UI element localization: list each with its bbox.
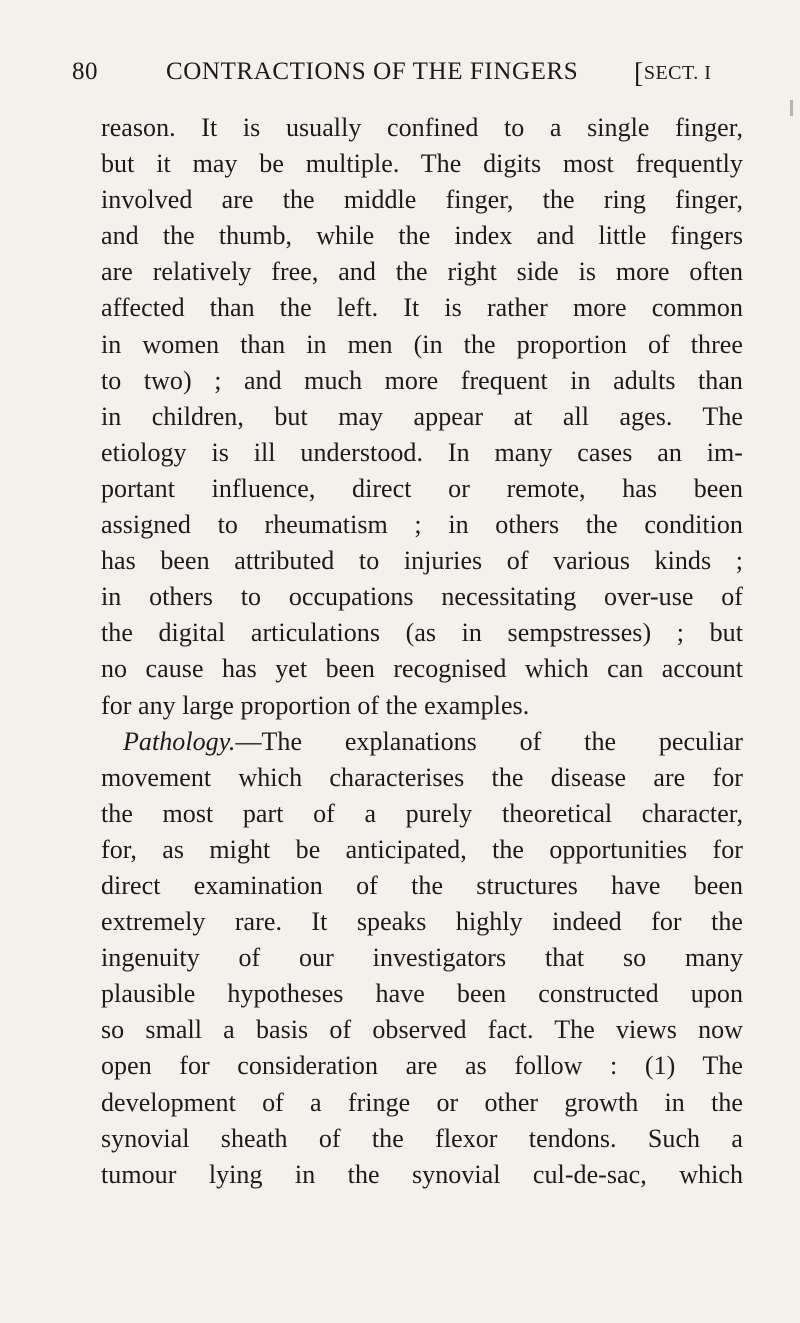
text-line: development of a fringe or other growth in the xyxy=(101,1087,743,1117)
section-label xyxy=(634,58,711,89)
text-line: the digital articulations (as in sempstresses) ; but xyxy=(101,618,743,648)
running-head xyxy=(72,58,772,94)
text-line: movement which characterises the disease are for xyxy=(101,762,743,792)
text-line: in children, but may appear at all ages. The xyxy=(101,401,743,431)
pathology-first-line-text: —The explanations of the peculiar xyxy=(235,726,743,756)
section-text: SECT. I xyxy=(643,62,712,84)
text-line: direct examination of the structures have been xyxy=(101,870,743,900)
pathology-heading: Pathology. xyxy=(123,726,236,756)
text-line: extremely rare. It speaks highly indeed for the xyxy=(101,907,743,937)
text-line: has been attributed to injuries of various kinds ; xyxy=(101,546,743,576)
margin-mark xyxy=(790,100,793,116)
text-line: for, as might be anticipated, the opportunities for xyxy=(101,834,743,864)
text-line: etiology is ill understood. In many cases an im- xyxy=(101,437,743,467)
text-line: reason. It is usually confined to a single finger, xyxy=(101,113,743,142)
text-line: ingenuity of our investigators that so many xyxy=(101,943,743,973)
text-line: so small a basis of observed fact. The views now xyxy=(101,1015,743,1045)
text-line: open for consideration are as follow : (1) The xyxy=(101,1051,743,1081)
text-line: in women than in men (in the proportion of three xyxy=(101,329,743,359)
text-line: and the thumb, while the index and little fingers xyxy=(101,221,743,251)
section-bracket: [ xyxy=(634,58,644,89)
text-line: the most part of a purely theoretical character, xyxy=(101,798,743,828)
pathology-first-line xyxy=(101,724,743,760)
text-line: are relatively free, and the right side is more often xyxy=(101,257,743,287)
text-line-last: for any large proportion of the examples. xyxy=(101,690,530,720)
text-line: no cause has yet been recognised which can account xyxy=(101,654,743,684)
text-line: portant influence, direct or remote, has been xyxy=(101,473,743,503)
text-line: plausible hypotheses have been constructed upon xyxy=(101,979,743,1009)
text-line: in others to occupations necessitating over-use of xyxy=(101,582,743,612)
page-number: 80 xyxy=(72,58,98,85)
text-line: involved are the middle finger, the ring finger, xyxy=(101,185,743,215)
running-title: CONTRACTIONS OF THE FINGERS xyxy=(166,58,579,85)
text-line: assigned to rheumatism ; in others the condition xyxy=(101,510,743,540)
text-line: to two) ; and much more frequent in adults than xyxy=(101,365,743,395)
body-text xyxy=(101,110,743,1193)
text-line: synovial sheath of the flexor tendons. Such a xyxy=(101,1123,743,1153)
text-line: but it may be multiple. The digits most frequently xyxy=(101,149,743,179)
text-line: tumour lying in the synovial cul-de-sac, which xyxy=(101,1159,743,1189)
text-line: affected than the left. It is rather more common xyxy=(101,293,743,323)
